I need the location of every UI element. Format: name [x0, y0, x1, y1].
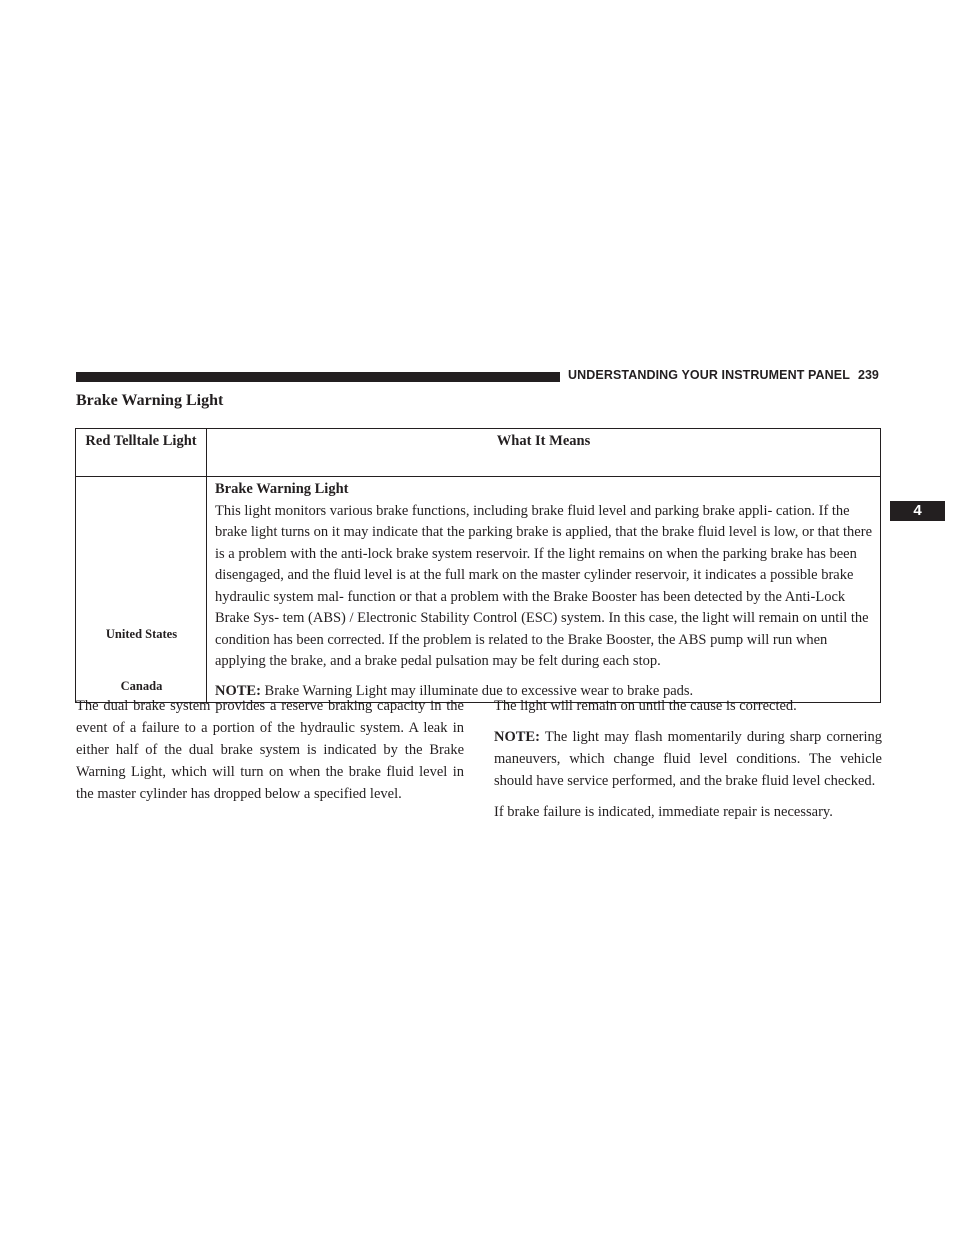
telltale-table	[75, 428, 881, 703]
note-label: NOTE:	[215, 682, 261, 699]
right-column	[494, 695, 882, 832]
row-title: Brake Warning Light	[215, 481, 349, 497]
right-note	[494, 726, 882, 792]
column-header-meaning: What It Means	[207, 429, 881, 477]
right-paragraph-3: If brake failure is indicated, immediate repair is necessary.	[494, 804, 833, 820]
region-label-us: United States	[105, 627, 178, 641]
column-header-telltale: Red Telltale Light	[76, 429, 207, 477]
table-row	[76, 477, 881, 703]
right-note-label: NOTE:	[494, 729, 540, 745]
chapter-tab: 4	[890, 501, 945, 521]
page-number: 239	[858, 368, 879, 382]
note-text: Brake Warning Light may illuminate due to excessive wear to brake pads.	[264, 682, 694, 699]
left-column	[76, 695, 464, 805]
region-label-canada: Canada	[120, 679, 163, 693]
section-heading: Brake Warning Light	[76, 392, 224, 409]
left-paragraph: The dual brake system provides a reserve braking capacity in the event of a failure to a portion of the hydraulic system. A leak in either half of the dual brake system is indicated by the Brake Warning Light, which will turn on when the brake fluid level in the master cylinder has dropped below a specified level.	[76, 698, 464, 802]
row-description: This light monitors various brake functions, including brake fluid level and parking brake appli- cation. If the brake light turns on it may indicate that the parking brake is applied, that the brake fluid level is low, or that there is a problem with the anti-lock brake system reservoir. If the light remains on when the parking brake has been disengaged, and the fluid level is at the full mark on the master cylinder reservoir, it indicates a possible brake hydraulic system mal- function or that a problem with the Brake Booster has been detected by the Anti-Lock Brake Sys- tem (ABS) / Electronic Stability Control (ESC) system. In this case, the light will remain on until the condition has been corrected. If the problem is related to the Brake Booster, the ABS pump will run when applying the brake, and a brake pedal pulsation may be felt during each stop.	[215, 502, 873, 669]
header-rule	[76, 372, 560, 382]
running-header-title: UNDERSTANDING YOUR INSTRUMENT PANEL	[568, 368, 850, 382]
table-header-row	[76, 429, 881, 477]
right-note-text: The light may flash momentarily during sharp cornering maneuvers, which change fluid level conditions. The vehicle should have service performed, and the brake fluid level checked.	[494, 729, 882, 789]
meaning-cell	[207, 477, 881, 703]
right-paragraph-1: The light will remain on until the cause is corrected.	[494, 698, 797, 714]
telltale-cell	[76, 477, 207, 703]
